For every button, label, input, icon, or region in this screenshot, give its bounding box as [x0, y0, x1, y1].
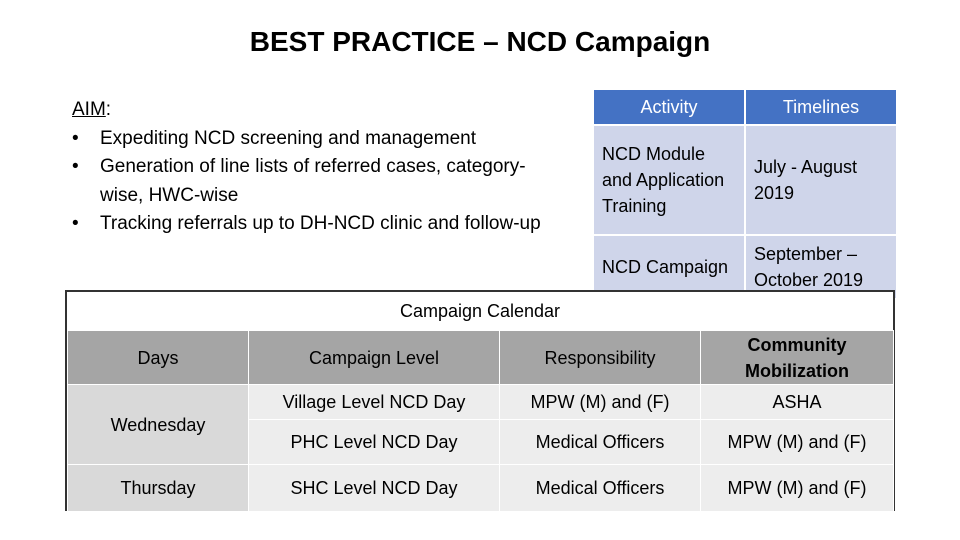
calendar-caption: Campaign Calendar — [399, 301, 561, 321]
responsibility-cell: Medical Officers — [500, 420, 701, 465]
activity-header: Activity — [593, 89, 745, 125]
aim-heading-line — [72, 96, 552, 125]
mobilization-cell: ASHA — [701, 385, 894, 420]
aim-section — [72, 96, 552, 239]
mobilization-cell: MPW (M) and (F) — [701, 420, 894, 465]
activity-row — [593, 125, 897, 235]
activity-cell: NCD Campaign — [593, 235, 745, 299]
campaign-level-cell: Village Level NCD Day — [249, 385, 500, 420]
aim-bullet: • Tracking referrals up to DH-NCD clinic and follow-up — [72, 210, 552, 239]
slide-title: BEST PRACTICE – NCD Campaign — [249, 26, 711, 57]
aim-bullet: • Generation of line lists of referred cases, category-wise, HWC-wise — [72, 153, 552, 210]
days-header: Days — [68, 331, 249, 385]
campaign-level-cell: SHC Level NCD Day — [249, 465, 500, 512]
table-row — [68, 385, 894, 420]
timelines-header: Timelines — [745, 89, 897, 125]
calendar-table — [67, 330, 894, 512]
aim-list — [72, 125, 552, 239]
aim-heading: AIM — [72, 99, 106, 120]
calendar-header-row — [68, 331, 894, 385]
community-mobilization-header: Community Mobilization — [701, 331, 894, 385]
responsibility-header: Responsibility — [500, 331, 701, 385]
table-row — [68, 465, 894, 512]
timeline-cell: July - August 2019 — [745, 125, 897, 235]
campaign-level-cell: PHC Level NCD Day — [249, 420, 500, 465]
responsibility-cell: MPW (M) and (F) — [500, 385, 701, 420]
day-cell-thursday: Thursday — [68, 465, 249, 512]
aim-bullet: • Expediting NCD screening and management — [72, 125, 552, 154]
mobilization-cell: MPW (M) and (F) — [701, 465, 894, 512]
responsibility-cell: Medical Officers — [500, 465, 701, 512]
activity-cell: NCD Module and Application Training — [593, 125, 745, 235]
campaign-level-header: Campaign Level — [249, 331, 500, 385]
day-cell-wednesday: Wednesday — [68, 385, 249, 465]
aim-colon: : — [105, 99, 112, 120]
activity-table — [592, 88, 898, 300]
campaign-calendar — [65, 290, 895, 511]
timeline-cell: September – October 2019 — [745, 235, 897, 299]
